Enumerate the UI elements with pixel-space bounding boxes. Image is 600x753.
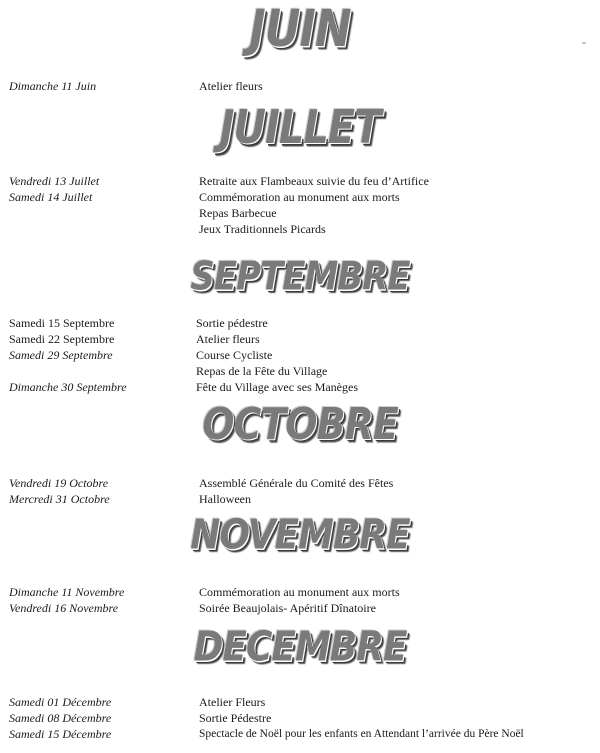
event-row <box>0 600 600 616</box>
event-row <box>0 78 600 94</box>
event-row <box>0 331 600 347</box>
event-row <box>0 347 600 363</box>
event-name: Repas de la Fête du Village <box>196 364 328 378</box>
event-date: Samedi 15 Décembre <box>9 727 112 741</box>
event-date: Samedi 14 Juillet <box>9 190 93 204</box>
event-name: Commémoration au monument aux morts <box>199 190 400 204</box>
event-date: Dimanche 11 Novembre <box>9 585 125 599</box>
event-row <box>0 189 600 205</box>
event-name: Retraite aux Flambeaux suivie du feu d’Artifice <box>199 174 429 188</box>
month-title-septembre: SEPTEMBRE <box>190 254 410 300</box>
event-row <box>0 205 600 221</box>
event-date: Vendredi 16 Novembre <box>9 601 119 615</box>
event-date: Vendredi 19 Octobre <box>9 476 109 490</box>
event-date: Samedi 01 Décembre <box>9 695 112 709</box>
event-name: Sortie pédestre <box>196 316 268 330</box>
event-date: Samedi 08 Décembre <box>9 711 112 725</box>
event-row <box>0 491 600 507</box>
event-name: Sortie Pédestre <box>199 711 272 725</box>
event-name: Soirée Beaujolais- Apéritif Dînatoire <box>199 601 376 615</box>
event-row <box>0 584 600 600</box>
event-row <box>0 173 600 189</box>
event-row <box>0 379 600 395</box>
event-name: Halloween <box>199 492 251 506</box>
event-date: Vendredi 13 Juillet <box>9 174 100 188</box>
event-date: Dimanche 11 Juin <box>9 79 97 93</box>
event-row <box>0 315 600 331</box>
event-name: Spectacle de Noël pour les enfants en Attendant l’arrivée du Père Noël <box>199 728 524 740</box>
event-row <box>0 363 600 379</box>
event-date: Dimanche 30 Septembre <box>9 380 127 394</box>
event-name: Atelier fleurs <box>199 79 263 93</box>
month-title-decembre: DECEMBRE <box>193 623 407 671</box>
event-name: Course Cycliste <box>196 348 273 362</box>
event-date: Samedi 22 Septembre <box>9 332 115 346</box>
event-row <box>0 710 600 726</box>
event-name: Atelier fleurs <box>196 332 260 346</box>
event-row <box>0 726 600 742</box>
event-name: Repas Barbecue <box>199 206 277 220</box>
event-name: Assemblé Générale du Comité des Fêtes <box>199 476 394 490</box>
event-row <box>0 475 600 491</box>
month-title-juillet: JUILLET <box>219 101 381 155</box>
event-row <box>0 694 600 710</box>
event-date: Samedi 15 Septembre <box>9 316 115 330</box>
event-date: Samedi 29 Septembre <box>9 348 113 362</box>
event-name: Atelier Fleurs <box>199 695 266 709</box>
event-row <box>0 221 600 237</box>
month-title-juin: JUIN <box>249 0 351 59</box>
event-name: Fête du Village avec ses Manèges <box>196 380 359 394</box>
month-title-novembre: NOVEMBRE <box>190 511 410 559</box>
event-date: Mercredi 31 Octobre <box>9 492 110 506</box>
event-name: Jeux Traditionnels Picards <box>199 222 326 236</box>
event-name: Commémoration au monument aux morts <box>199 585 400 599</box>
month-title-octobre: OCTOBRE <box>202 398 398 450</box>
